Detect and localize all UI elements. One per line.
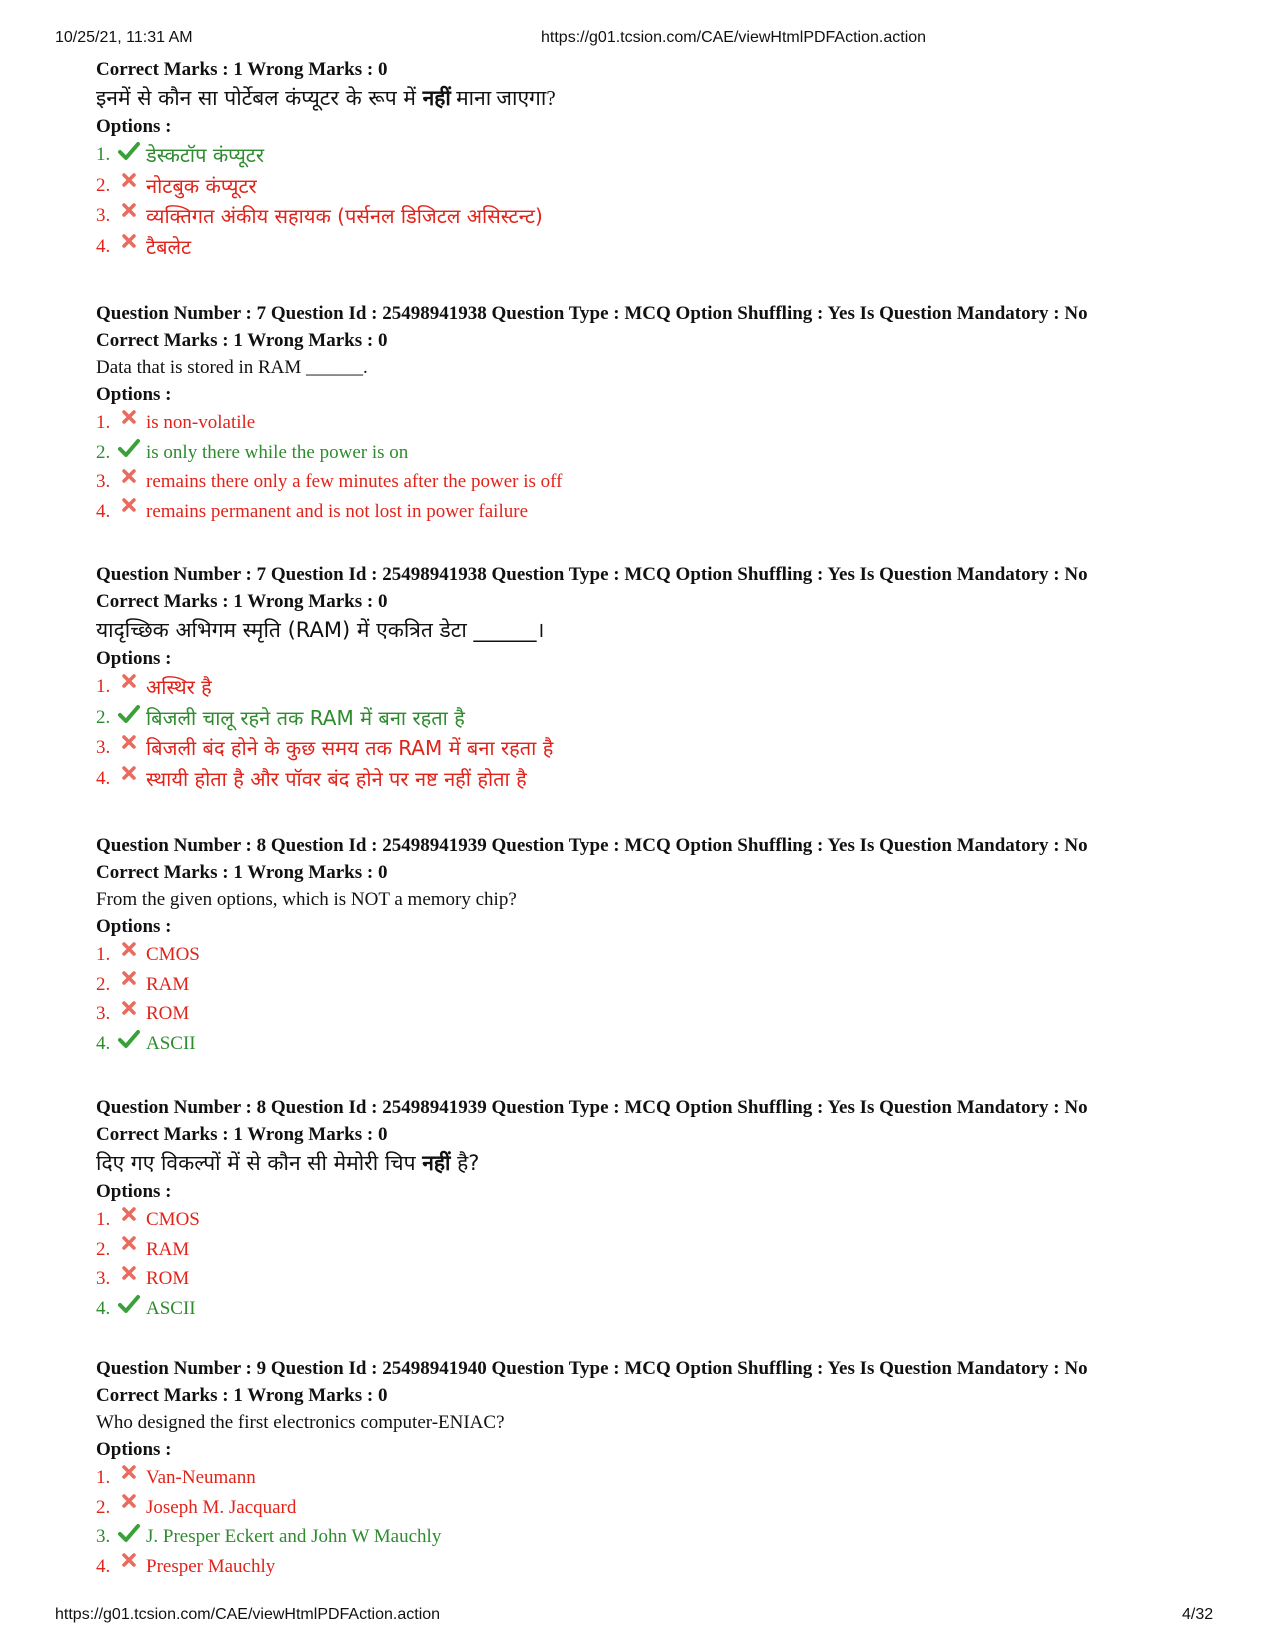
option-row xyxy=(96,1522,1196,1552)
question-block-8-hindi xyxy=(96,1094,1196,1323)
marks-line: Correct Marks : 1 Wrong Marks : 0 xyxy=(96,1124,388,1145)
option-row xyxy=(96,970,1196,1000)
options-heading: Options : xyxy=(96,1439,172,1460)
option-number: 1. xyxy=(96,1467,111,1488)
option-text: व्यक्तिगत अंकीय सहायक (पर्सनल डिजिटल असिस्टन्ट) xyxy=(146,204,543,228)
option-text: डेस्कटॉप कंप्यूटर xyxy=(146,143,265,167)
cross-icon xyxy=(118,1003,140,1025)
cross-icon xyxy=(118,205,140,227)
option-text: बिजली चालू रहने तक RAM में बना रहता है xyxy=(146,705,465,730)
check-icon xyxy=(118,1526,140,1548)
check-icon xyxy=(118,707,140,729)
option-number: 1. xyxy=(96,1209,111,1230)
option-text: is non-volatile xyxy=(146,412,256,433)
cross-icon xyxy=(118,1268,140,1290)
options-heading: Options : xyxy=(96,384,172,405)
option-text: RAM xyxy=(146,973,190,995)
option-text: remains there only a few minutes after the power is off xyxy=(146,471,563,492)
question-block-9-english xyxy=(96,1355,1196,1581)
option-text: स्थायी होता है और पॉवर बंद होने पर नष्ट नहीं होता है xyxy=(146,766,527,791)
cross-icon xyxy=(118,944,140,966)
marks-line: Correct Marks : 1 Wrong Marks : 0 xyxy=(96,862,388,883)
question-text: Who designed the first electronics computer-ENIAC? xyxy=(96,1412,505,1433)
option-text: ROM xyxy=(146,1268,190,1289)
question-text-emphasis: नहीं xyxy=(422,86,451,110)
option-number: 2. xyxy=(96,706,111,728)
option-text: ASCII xyxy=(146,1297,196,1319)
options-heading: Options : xyxy=(96,116,172,137)
question-text-part: इनमें से कौन सा पोर्टेबल कंप्यूटर के रूप में xyxy=(96,86,423,110)
option-row xyxy=(96,1493,1196,1523)
check-icon xyxy=(118,1297,140,1319)
cross-icon xyxy=(118,500,140,522)
option-number: 2. xyxy=(96,1238,111,1260)
print-datetime: 10/25/21, 11:31 AM xyxy=(55,29,193,46)
option-row xyxy=(96,1205,1196,1235)
option-text: J. Presper Eckert and John W Mauchly xyxy=(146,1526,442,1547)
option-number: 4. xyxy=(96,1032,111,1054)
option-row xyxy=(96,467,1196,497)
option-number: 2. xyxy=(96,441,111,463)
option-number: 4. xyxy=(96,1555,111,1577)
question-meta: Question Number : 8 Question Id : 25498941939 Question Type : MCQ Option Shuffling : Yes Is Question Mandatory : No xyxy=(96,1097,1088,1118)
question-block-7-english xyxy=(96,300,1196,526)
options-heading: Options : xyxy=(96,648,172,669)
option-text: अस्थिर है xyxy=(146,675,212,699)
option-number: 4. xyxy=(96,1297,111,1319)
option-text: CMOS xyxy=(146,1209,200,1230)
cross-icon xyxy=(118,175,140,197)
question-block-6-hindi xyxy=(96,56,1196,262)
page-number: 4/32 xyxy=(1182,1606,1214,1623)
cross-icon xyxy=(118,676,140,698)
option-number: 1. xyxy=(96,944,111,965)
option-row xyxy=(96,1264,1196,1294)
cross-icon xyxy=(118,471,140,493)
question-block-7-hindi xyxy=(96,561,1196,794)
question-text xyxy=(96,83,1196,113)
option-row xyxy=(96,1235,1196,1265)
check-icon xyxy=(118,1032,140,1054)
option-row xyxy=(96,1552,1196,1582)
marks-line: Correct Marks : 1 Wrong Marks : 0 xyxy=(96,59,388,80)
check-icon xyxy=(118,441,140,463)
question-text-emphasis: नहीं xyxy=(422,1151,451,1175)
option-row xyxy=(96,497,1196,527)
option-number: 3. xyxy=(96,737,111,758)
option-text: remains permanent and is not lost in power failure xyxy=(146,500,529,522)
option-row xyxy=(96,1463,1196,1493)
question-text: From the given options, which is NOT a memory chip? xyxy=(96,889,517,910)
option-row xyxy=(96,764,1196,795)
option-text: बिजली बंद होने के कुछ समय तक RAM में बना रहता है xyxy=(146,736,554,760)
cross-icon xyxy=(118,1238,140,1260)
cross-icon xyxy=(118,236,140,258)
option-row xyxy=(96,232,1196,263)
header-url: https://g01.tcsion.com/CAE/viewHtmlPDFAction.action xyxy=(541,29,927,46)
option-row xyxy=(96,1029,1196,1059)
option-text: टैबलेट xyxy=(146,234,192,259)
option-text: Van-Neumann xyxy=(146,1467,256,1488)
option-number: 3. xyxy=(96,471,111,492)
marks-line: Correct Marks : 1 Wrong Marks : 0 xyxy=(96,591,388,612)
options-heading: Options : xyxy=(96,916,172,937)
option-number: 3. xyxy=(96,1526,111,1547)
option-row xyxy=(96,201,1196,232)
option-row xyxy=(96,1294,1196,1324)
option-row xyxy=(96,940,1196,970)
marks-line: Correct Marks : 1 Wrong Marks : 0 xyxy=(96,1385,388,1406)
question-text-part: माना जाएगा? xyxy=(450,86,556,110)
option-row xyxy=(96,408,1196,438)
option-row xyxy=(96,999,1196,1029)
option-number: 1. xyxy=(96,412,111,433)
option-text: CMOS xyxy=(146,944,200,965)
option-row xyxy=(96,672,1196,703)
footer-url: https://g01.tcsion.com/CAE/viewHtmlPDFAction.action xyxy=(55,1606,441,1623)
option-text: RAM xyxy=(146,1238,190,1260)
option-number: 1. xyxy=(96,676,111,697)
option-row xyxy=(96,171,1196,202)
question-meta: Question Number : 7 Question Id : 25498941938 Question Type : MCQ Option Shuffling : Yes Is Question Mandatory : No xyxy=(96,564,1088,585)
question-text-part: दिए गए विकल्पों में से कौन सी मेमोरी चिप xyxy=(96,1151,423,1175)
check-icon xyxy=(118,144,140,166)
question-meta: Question Number : 9 Question Id : 25498941940 Question Type : MCQ Option Shuffling : Yes Is Question Mandatory : No xyxy=(96,1358,1088,1379)
cross-icon xyxy=(118,1209,140,1231)
option-number: 3. xyxy=(96,1268,111,1289)
marks-line: Correct Marks : 1 Wrong Marks : 0 xyxy=(96,330,388,351)
option-text: नोटबुक कंप्यूटर xyxy=(146,173,257,198)
option-row xyxy=(96,438,1196,468)
question-meta: Question Number : 8 Question Id : 25498941939 Question Type : MCQ Option Shuffling : Yes Is Question Mandatory : No xyxy=(96,835,1088,856)
option-number: 4. xyxy=(96,500,111,522)
question-text-part: है? xyxy=(450,1151,480,1175)
option-row xyxy=(96,703,1196,734)
option-text: Presper Mauchly xyxy=(146,1555,276,1577)
question-meta: Question Number : 7 Question Id : 25498941938 Question Type : MCQ Option Shuffling : Yes Is Question Mandatory : No xyxy=(96,303,1088,324)
option-number: 4. xyxy=(96,235,111,257)
cross-icon xyxy=(118,768,140,790)
question-text: Data that is stored in RAM ______. xyxy=(96,357,368,378)
option-number: 4. xyxy=(96,767,111,789)
option-text: ROM xyxy=(146,1003,190,1024)
option-row xyxy=(96,140,1196,171)
option-row xyxy=(96,733,1196,764)
option-number: 3. xyxy=(96,1003,111,1024)
cross-icon xyxy=(118,412,140,434)
option-number: 2. xyxy=(96,174,111,196)
option-text: ASCII xyxy=(146,1032,196,1054)
option-number: 2. xyxy=(96,973,111,995)
cross-icon xyxy=(118,1496,140,1518)
cross-icon xyxy=(118,973,140,995)
cross-icon xyxy=(118,1467,140,1489)
option-text: is only there while the power is on xyxy=(146,441,409,463)
option-number: 1. xyxy=(96,144,111,165)
option-number: 3. xyxy=(96,205,111,226)
cross-icon xyxy=(118,1555,140,1577)
options-heading: Options : xyxy=(96,1181,172,1202)
question-text xyxy=(96,1148,1196,1178)
option-text: Joseph M. Jacquard xyxy=(146,1496,297,1518)
cross-icon xyxy=(118,737,140,759)
question-block-8-english xyxy=(96,832,1196,1058)
option-number: 2. xyxy=(96,1496,111,1518)
question-text: यादृच्छिक अभिगम स्मृति (RAM) में एकत्रित डेटा ______। xyxy=(96,618,545,642)
